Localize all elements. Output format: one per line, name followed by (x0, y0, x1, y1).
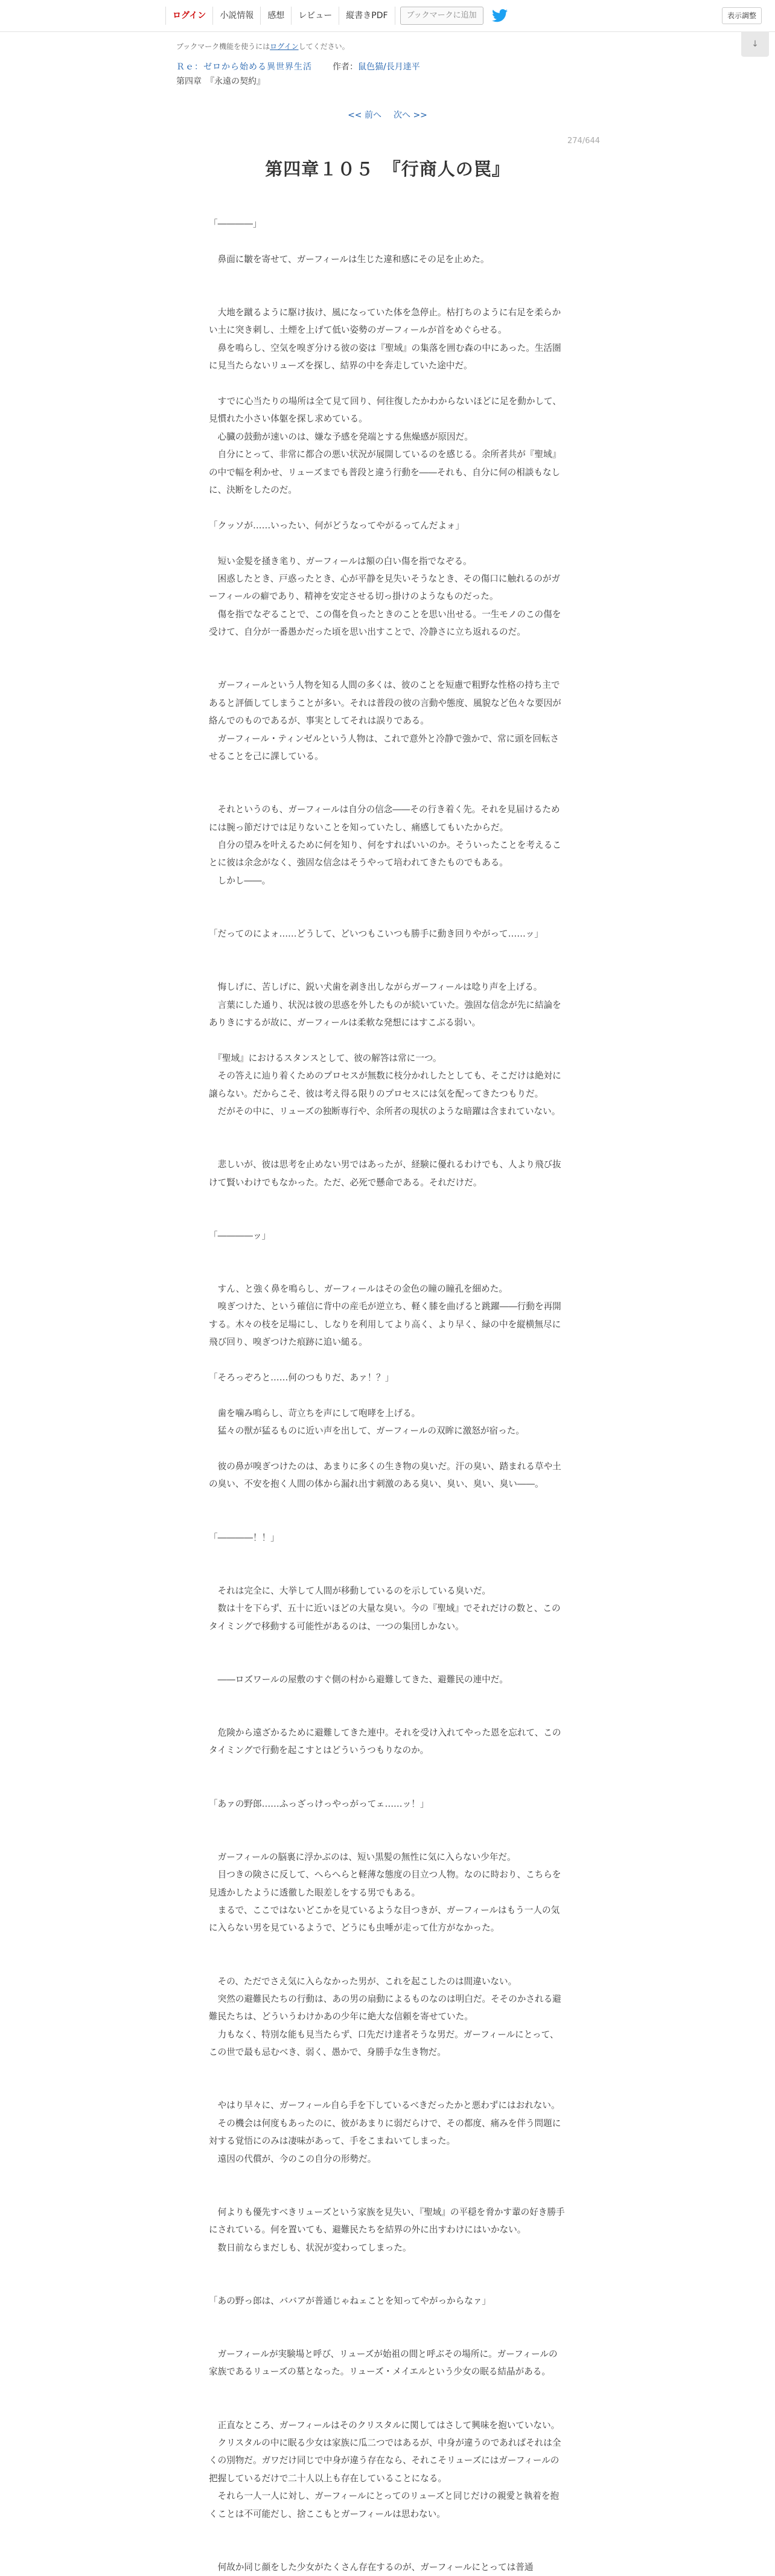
novel-paragraph: 『聖域』におけるスタンスとして、彼の解答は常に一つ。 (209, 1053, 442, 1063)
novel-paragraph: 傷を指でなぞることで、この傷を負ったときのことを思い出せる。一生モノのこの傷を受けて、自分が一番愚かだった頃を思い出すことで、冷静さに立ち返れるのだ。 (209, 609, 561, 638)
page-number: 274/644 (567, 136, 601, 146)
novel-paragraph: 困惑したとき、戸惑ったとき、心が平静を見失いそうなとき、その傷口に触れるのがガーフィールの癖であり、精神を安定させる切っ掛けのようなものだった。 (209, 574, 561, 602)
next-page-link[interactable]: 次へ >> (394, 111, 427, 120)
novel-paragraph: それというのも、ガーフィールは自分の信念――その行き着く先。それを見届けるためには腕っ節だけでは足りないことを知っていたし、痛感してもいたからだ。 (209, 804, 560, 833)
bookmark-login-link[interactable]: ログイン (270, 42, 299, 51)
bookmark-login-note (176, 41, 349, 51)
novel-paragraph (209, 2274, 566, 2292)
novel-paragraph (209, 1830, 566, 1848)
novel-paragraph: 猛々の獣が猛るものに近い声を出して、ガーフィールの双眸に激怒が宿った。 (209, 1426, 525, 1437)
novel-paragraph (209, 1688, 566, 1706)
novel-paragraph (209, 499, 566, 516)
novel-paragraph: 数は十を下らず、五十に近いほどの大量な臭い。今の『聖域』でそれだけの数と、このタイミングで移動する可能性があるのは、一つの集団しかない。 (209, 1603, 561, 1632)
novel-paragraph (209, 1937, 566, 1955)
novel-paragraph (209, 2185, 566, 2203)
novel-paragraph (209, 1653, 566, 1670)
novel-paragraph: 何よりも優先すべきリューズという家族を見失い、『聖域』の平穏を脅かす輩の好き勝手にされている。何を置いても、避難民たちを結界の外に出すわけにはいかない。 (209, 2206, 565, 2235)
novel-paragraph (209, 286, 566, 304)
novel-paragraph: 数日前ならまだしも、状況が変わってしまった。 (209, 2242, 412, 2253)
novel-paragraph: まるで、ここではないどこかを見ているような目つきが、ガーフィールはもう一人の気に入らない男を見ているようで、どうにも虫唾が走って仕方がなかった。 (209, 1905, 560, 1934)
novel-paragraph (209, 1777, 566, 1795)
nav-review-link[interactable]: レビュー (292, 7, 339, 25)
novel-paragraph (209, 783, 566, 801)
novel-paragraph: しかし――。 (209, 875, 271, 886)
novel-paragraph: 「――――ッ」 (209, 1230, 271, 1241)
episode-title: 第四章１０５ 『行商人の罠』 (265, 159, 510, 179)
novel-paragraph (209, 2079, 566, 2097)
chapter-title: 第四章 『永遠の契約』 (176, 77, 265, 86)
novel-paragraph: 心臓の鼓動が速いのは、嫌な予感を発端とする焦燥感が原因だ。 (209, 431, 473, 442)
novel-paragraph: すん、と強く鼻を鳴らし、ガーフィールはその金色の瞳の瞳孔を細めた。 (209, 1284, 508, 1295)
novel-paragraph (209, 908, 566, 925)
novel-paragraph: ガーフィール・ティンゼルという人物は、これで意外と冷静で強かで、常に頭を回転させることを己に課している。 (209, 733, 560, 762)
twitter-icon[interactable] (492, 9, 508, 22)
novel-paragraph: 「あァの野郎……ふっざっけっやっがってェ……ッ！」 (209, 1798, 429, 1809)
novel-paragraph: 突然の避難民たちの行動は、あの男の扇動によるものなのは明白だ。そそのかされる避難民たちは、どういうわけかあの少年に絶大な信頼を寄せていた。 (209, 1994, 561, 2022)
novel-paragraph: その機会は何度もあったのに、彼があまりに弱だらけで、その都度、痛みを伴う問題に対する覚悟にのみは凄味があって、手をこまねいてしまった。 (209, 2118, 561, 2147)
novel-paragraph (209, 1511, 566, 1528)
novel-paragraph: だがその中に、リューズの独断専行や、余所者の現状のような暗躍は含まれていない。 (209, 1106, 561, 1117)
novel-paragraph (209, 1564, 566, 1581)
nav-impressions-link[interactable]: 感想 (261, 7, 292, 25)
novel-paragraph (209, 765, 566, 783)
novel-paragraph (209, 961, 566, 978)
novel-paragraph (209, 659, 566, 676)
novel-paragraph: 歯を噛み鳴らし、苛立ちを声にして咆哮を上げる。 (209, 1408, 421, 1418)
add-bookmark-button[interactable]: ブックマークに追加 (400, 7, 483, 25)
novel-paragraph (209, 2398, 566, 2416)
author-link[interactable]: 鼠色猫/長月達平 (358, 62, 420, 72)
novel-paragraph: 「そろっぞろと……何のつもりだ、あァ！？」 (209, 1373, 394, 1383)
novel-paragraph: 悔しげに、苦しげに、鋭い犬歯を剥き出しながらガーフィールは唸り声を上げる。 (209, 982, 543, 993)
novel-paragraph (209, 232, 566, 250)
novel-paragraph (209, 1440, 566, 1458)
page-navigation (0, 109, 775, 121)
novel-paragraph (209, 1263, 566, 1280)
novel-paragraph: 悲しいが、彼は思考を止めない男ではあったが、経験に優れるわけでも、人より飛び抜けて賢いわけでもなかった。ただ、必死で懸命である。それだけだ。 (209, 1159, 561, 1188)
novel-paragraph: ガーフィールが実験場と呼び、リューズが始祖の間と呼ぶその場所に。ガーフィールの家族であるリューズの墓となった。リューズ・メイエルという少女の眠る結晶がある。 (209, 2349, 558, 2377)
novel-paragraph: 力もなく、特別な能も見当たらず、口先だけ達者そうな男だ。ガーフィールにとって、この世で最も忌むべき、弱く、愚かで、身勝手な生き物だ。 (209, 2029, 559, 2058)
novel-paragraph (209, 2257, 566, 2274)
novel-paragraph: 「だってのによォ……どうして、どいつもこいつも勝手に動き回りやがって……ッ」 (209, 929, 543, 940)
novel-paragraph (209, 1493, 566, 1511)
novel-paragraph (209, 1191, 566, 1209)
novel-paragraph: 「あの野っ郎は、ババアが普通じゃねェことを知ってやがっからなァ」 (209, 2295, 491, 2306)
novel-paragraph (209, 375, 566, 392)
novel-paragraph: 鼻を鳴らし、空気を嗅ぎ分ける彼の姿は『聖域』の集落を囲む森の中にあった。生活圏に見当たらないリューズを探し、結界の中を奔走していた途中だ。 (209, 342, 561, 371)
display-settings-button[interactable]: 表示調整 (722, 7, 762, 24)
novel-paragraph (209, 1209, 566, 1226)
novel-paragraph: 正直なところ、ガーフィールはそのクリスタルに関してはさして興味を抱いていない。 (209, 2420, 560, 2430)
novel-paragraph (209, 1138, 566, 1156)
novel-paragraph (209, 2328, 566, 2345)
novel-paragraph: 「――――」 (209, 219, 262, 229)
novel-paragraph: 鼻面に皺を寄せて、ガーフィールは生じた違和感にその足を止めた。 (209, 254, 490, 264)
novel-paragraph: 自分の望みを叶えるために何を知り、何をすればいいのか。そういったことを考えることに彼は余念がなく、強固な信念はそうやって培われてきたものでもある。 (209, 840, 561, 868)
novel-paragraph: その、ただでさえ気に入らなかった男が、これを起こしたのは間違いない。 (209, 1976, 517, 1987)
novel-paragraph: 遠因の代償が、今のこの自分の形勢だ。 (209, 2153, 377, 2164)
nav-vertical-pdf-link[interactable]: 縦書きPDF (339, 7, 395, 25)
novel-paragraph: 目つきの険さに反して、へらへらと軽薄な態度の目立つ人物。なのに時おり、こちらを見透かしたように透徹した眼差しをする男でもある。 (209, 1870, 561, 1898)
novel-paragraph (209, 1706, 566, 1724)
novel-paragraph (209, 889, 566, 907)
novel-paragraph: その答えに辿り着くためのプロセスが無数に枝分かれしたとしても、そこだけは絶対に譲らない。だからこそ、彼は考え得る限りのプロセスには気を配ってきたつもりだ。 (209, 1071, 561, 1099)
novel-paragraph: 短い金髪を掻き毟り、ガーフィールは額の白い傷を指でなぞる。 (209, 556, 472, 566)
novel-paragraph (209, 1635, 566, 1653)
bookmark-note-text-end: してください。 (298, 42, 349, 51)
novel-paragraph: ガーフィールの脳裏に浮かぶのは、短い黒髪の無性に気に入らない少年だ。 (209, 1851, 516, 1862)
novel-paragraph (209, 2062, 566, 2079)
novel-paragraph: それは完全に、大挙して人間が移動しているのを示している臭いだ。 (209, 1585, 491, 1596)
novel-paragraph (209, 2381, 566, 2398)
top-navigation-bar (0, 0, 775, 32)
novel-paragraph (209, 1955, 566, 1972)
novel-paragraph: 彼の鼻が嗅ぎつけたのは、あまりに多くの生き物の臭いだ。汗の臭い、踏まれる草や土の臭い、不安を抱く人間の体から漏れ出す刺激のある臭い、臭い、臭い、臭い――。 (209, 1461, 561, 1490)
novel-paragraph (209, 2168, 566, 2185)
novel-paragraph (209, 1760, 566, 1777)
novel-body (209, 215, 566, 2576)
novel-paragraph: それら一人一人に対し、ガーフィールにとってのリューズと同じだけの親愛と執着を抱くことは不可能だし、捨ここもとガーフィールは思わない。 (209, 2491, 560, 2519)
novel-paragraph (209, 1351, 566, 1369)
series-title-link[interactable]: Ｒｅ：ゼロから始める異世界生活 (176, 62, 312, 72)
novel-paragraph (209, 2523, 566, 2540)
novel-paragraph (209, 1031, 566, 1049)
series-info (176, 60, 420, 72)
novel-paragraph: 大地を蹴るように駆け抜け、風になっていた体を急停止。枯打ちのように右足を柔らかい土に突き刺し、土煙を上げて低い姿勢のガーフィールが首をめぐらせる。 (209, 307, 561, 336)
bookmark-note-text: ブックマーク機能を使うには (176, 42, 270, 51)
novel-paragraph: 何故か同じ顔をした少女がたくさん存在するのが、ガーフィールにとっては普通 (209, 2562, 534, 2572)
novel-paragraph (209, 1245, 566, 1262)
nav-login-link[interactable]: ログイン (165, 7, 213, 25)
novel-paragraph: ――ロズワールの屋敷のすぐ側の村から避難してきた、避難民の連中だ。 (209, 1674, 508, 1685)
novel-paragraph: やはり早々に、ガーフィール自ら手を下しているべきだったかと悪わずにはおれない。 (209, 2100, 560, 2111)
author-label: 作者： (333, 62, 358, 72)
novel-paragraph: 「クッソが……いったい、何がどうなってやがるってんだよォ」 (209, 520, 464, 531)
novel-paragraph (209, 2540, 566, 2558)
novel-paragraph (209, 1386, 566, 1404)
scroll-down-button[interactable]: ↓ (741, 31, 769, 57)
novel-paragraph: 自分にとって、非常に都合の悪い状況が展開しているのを感じる。余所者共が『聖域』の中で幅を利かせ、リューズまでも普段と違う行動を――それも、自分に何の相談もなしに、決断をしたのだ。 (209, 449, 561, 496)
nav-menu (165, 6, 508, 25)
novel-paragraph (209, 534, 566, 552)
novel-paragraph: クリスタルの中に眠る少女は家族に瓜二つではあるが、中身が違うのであればそれは全くの別物だ。ガワだけ同じで中身が違う存在なら、それこそリューズにはガーフィールの把握しているだけで二十人以上も存在していることになる。 (209, 2438, 561, 2484)
novel-paragraph (209, 2310, 566, 2327)
novel-paragraph (209, 943, 566, 960)
novel-paragraph: ガーフィールという人物を知る人間の多くは、彼のことを短慮で粗野な性格の持ち主であると評価してしまうことが多い。それは普段の彼の言動や態度、風貌など色々な要因が絡んでのものであるが、事実としてそれは誤りである。 (209, 680, 561, 726)
novel-paragraph: 「――――！！」 (209, 1532, 279, 1543)
novel-paragraph: 言葉にした通り、状況は彼の思惑を外したものが続いていた。強固な信念が先に結論をありきにするが故に、ガーフィールは柔軟な発想にはすこぶる弱い。 (209, 999, 561, 1028)
novel-paragraph: 嗅ぎつけた、という確信に背中の産毛が逆立ち、軽く膝を曲げると跳躍――行動を再開する。木々の枝を足場にし、しなりを利用してより高く、より早く、緑の中を縦横無尽に飛び回り、嗅ぎつけた痕跡に追い縋る。 (209, 1301, 561, 1348)
novel-paragraph (209, 1813, 566, 1830)
nav-novel-info-link[interactable]: 小説情報 (213, 7, 261, 25)
novel-paragraph: すでに心当たりの場所は全て見て回り、何往復したかわからないほどに足を動かして、見慣れた小さい体躯を探し求めている。 (209, 396, 561, 425)
novel-paragraph (209, 1546, 566, 1564)
novel-paragraph (209, 641, 566, 659)
novel-paragraph (209, 268, 566, 286)
novel-paragraph: 危険から遠ざかるために避難してきた連中。それを受け入れてやった恩を忘れて、このタイミングで行動を起こすとはどういうつもりなのか。 (209, 1728, 561, 1756)
prev-page-link[interactable]: << 前へ (348, 111, 381, 120)
novel-paragraph (209, 1120, 566, 1138)
